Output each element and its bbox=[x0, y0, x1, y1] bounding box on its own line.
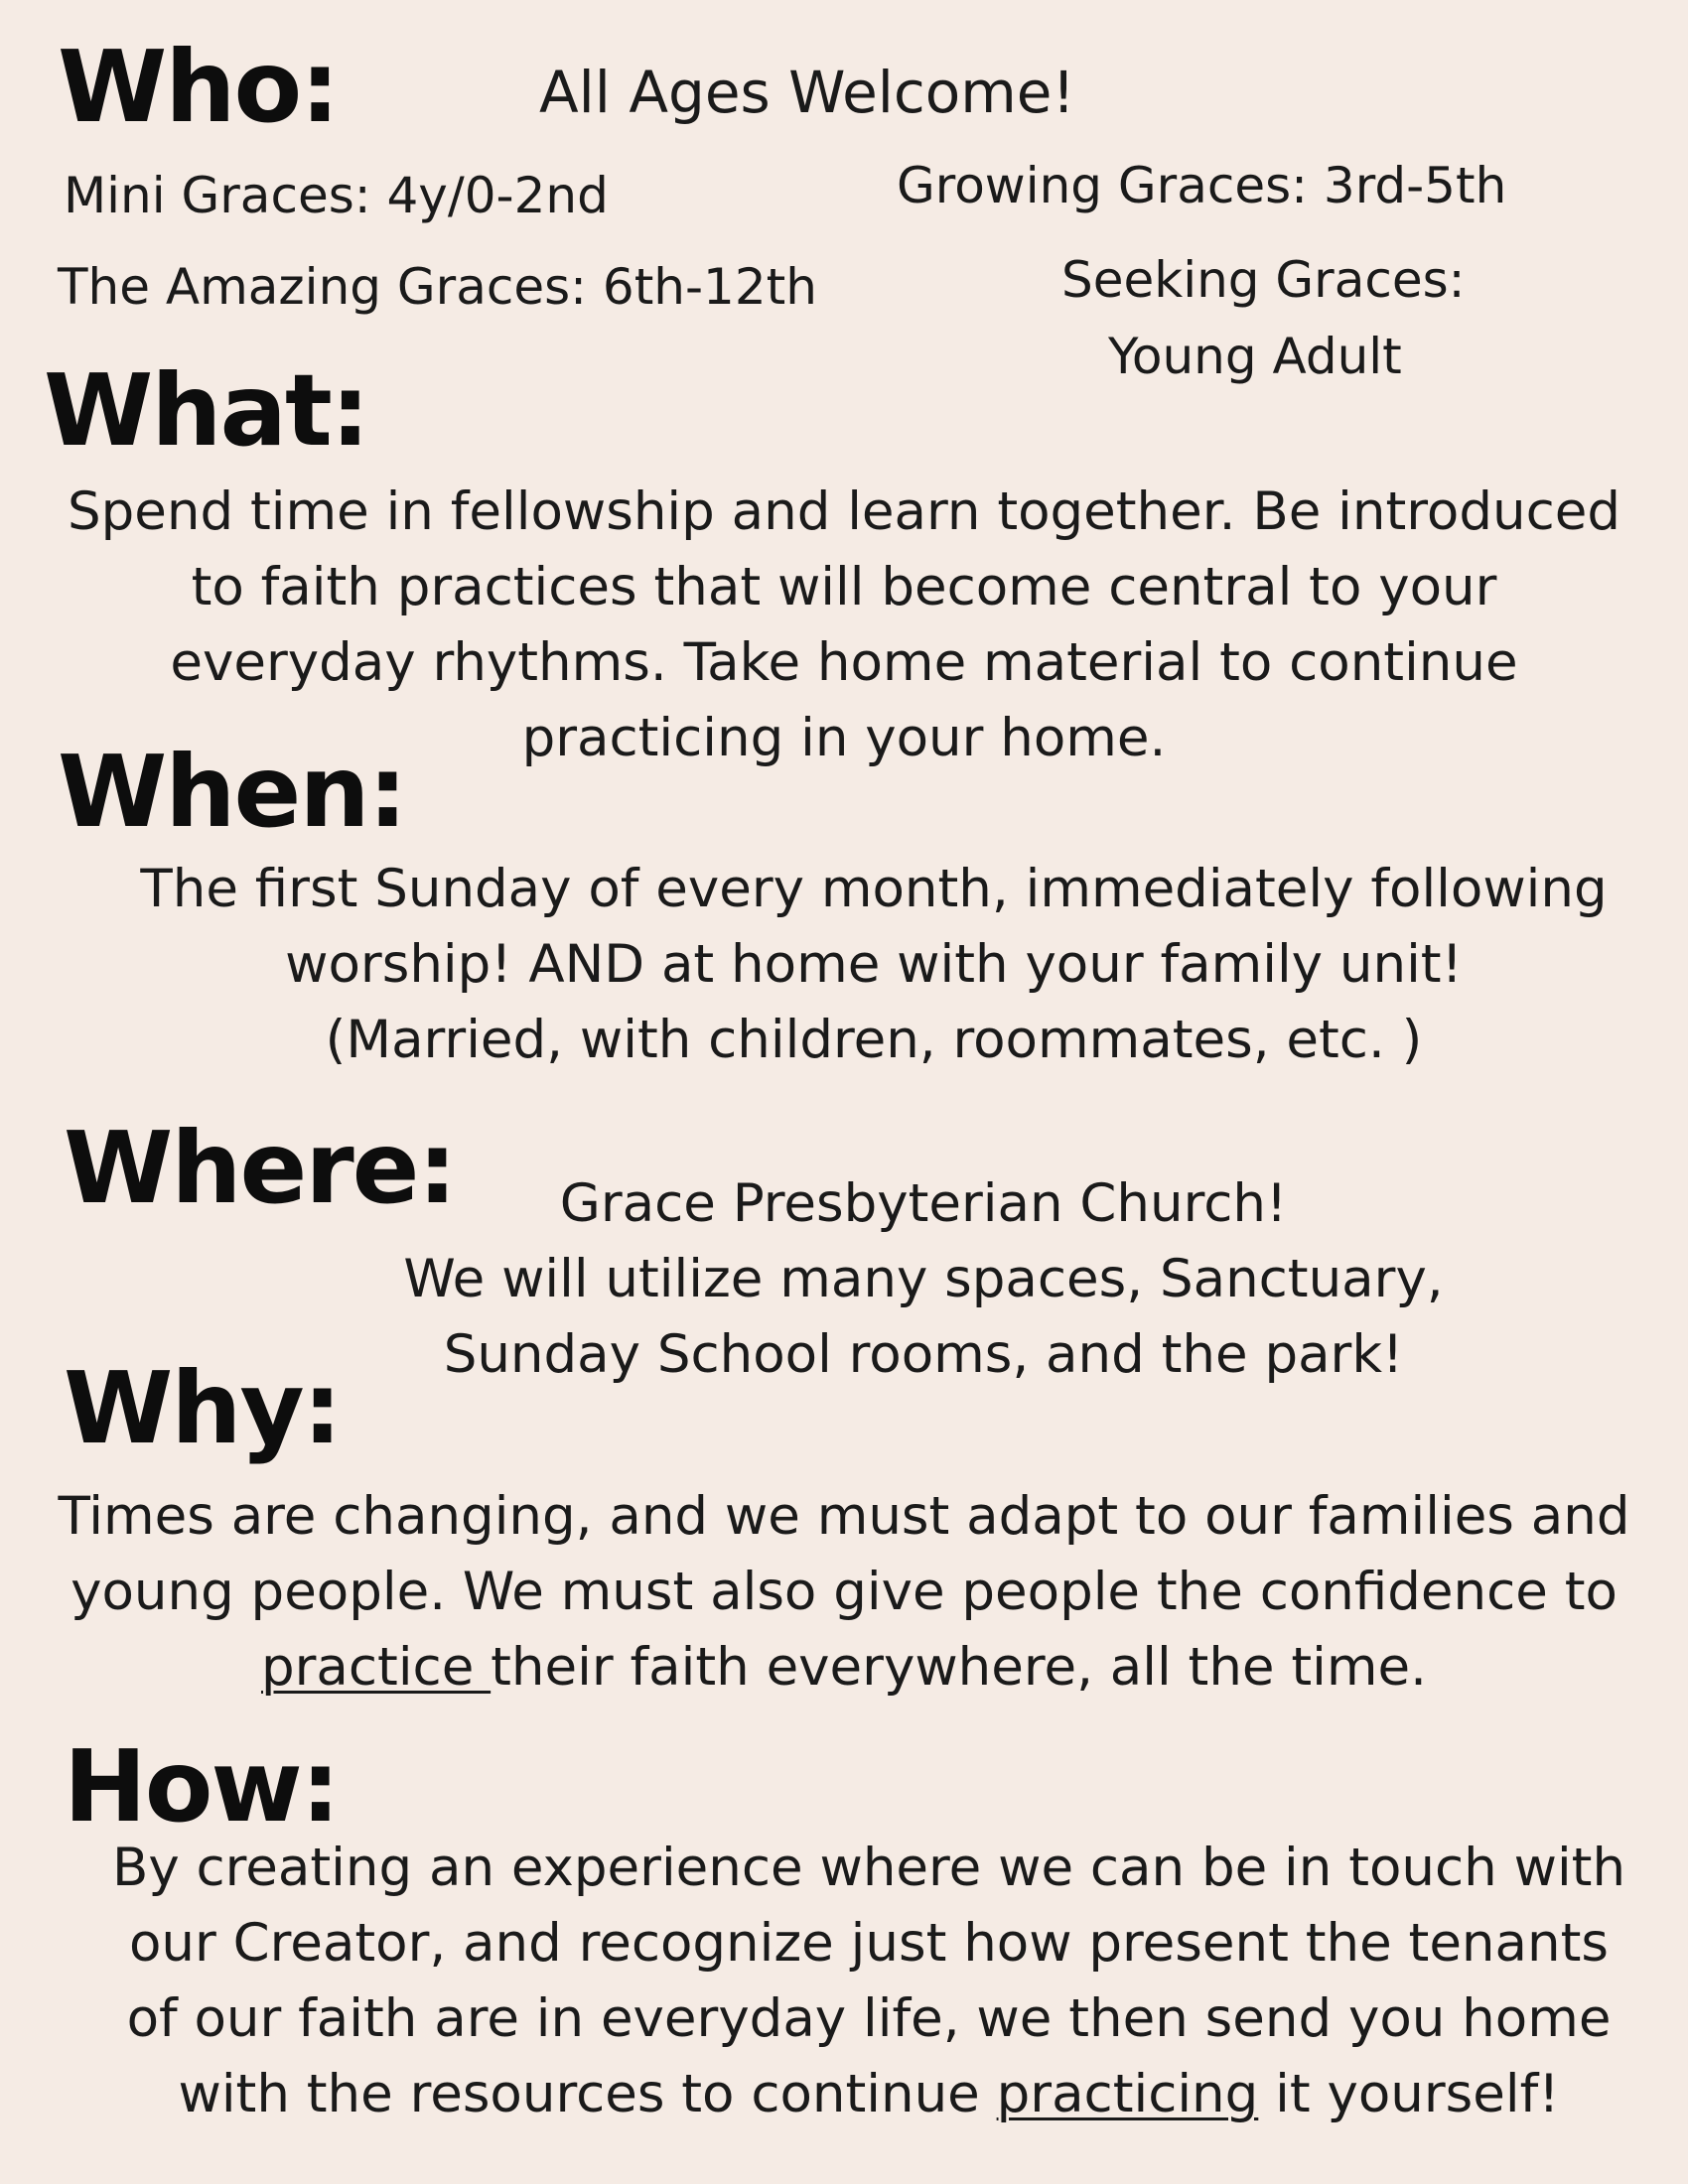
group-seeking-graces-age: Young Adult bbox=[1108, 328, 1402, 385]
what-line: to faith practices that will become central to your bbox=[191, 557, 1497, 617]
how-underlined-word: practicing bbox=[996, 2064, 1259, 2124]
how-line-end: it yourself! bbox=[1258, 2064, 1560, 2124]
when-line: (Married, with children, roommates, etc. ) bbox=[325, 1010, 1423, 1070]
group-mini-graces: Mini Graces: 4y/0-2nd bbox=[64, 167, 609, 224]
how-line: By creating an experience where we can be in touch with bbox=[111, 1838, 1626, 1898]
what-line: practicing in your home. bbox=[521, 708, 1167, 768]
what-line: Spend time in fellowship and learn together. Be introduced bbox=[68, 481, 1620, 542]
what-line: everyday rhythms. Take home material to continue bbox=[170, 632, 1518, 693]
why-heading: Why: bbox=[64, 1350, 341, 1466]
why-line bbox=[40, 1630, 1648, 1706]
when-line: The first Sunday of every month, immediately following bbox=[140, 859, 1608, 919]
who-heading: Who: bbox=[58, 29, 339, 145]
group-seeking-graces: Seeking Graces: bbox=[1061, 251, 1466, 309]
group-growing-graces: Growing Graces: 3rd-5th bbox=[897, 157, 1507, 214]
why-line: Times are changing, and we must adapt to our families and bbox=[58, 1486, 1630, 1547]
where-description bbox=[377, 1166, 1470, 1393]
why-line: young people. We must also give people the confidence to bbox=[70, 1562, 1618, 1622]
how-line-start: with the resources to continue bbox=[178, 2064, 997, 2124]
when-description bbox=[129, 852, 1618, 1078]
who-tagline: All Ages Welcome! bbox=[539, 59, 1075, 126]
why-description bbox=[40, 1479, 1648, 1706]
when-heading: When: bbox=[58, 734, 406, 850]
why-underlined-word: practice bbox=[261, 1637, 492, 1698]
how-line bbox=[109, 2057, 1628, 2132]
why-line-rest: their faith everywhere, all the time. bbox=[491, 1637, 1427, 1698]
where-line: Sunday School rooms, and the park! bbox=[443, 1324, 1404, 1385]
what-description bbox=[40, 475, 1648, 776]
what-heading: What: bbox=[44, 352, 368, 469]
how-description bbox=[109, 1831, 1628, 2132]
how-line: our Creator, and recognize just how present the tenants bbox=[128, 1913, 1609, 1974]
when-line: worship! AND at home with your family unit! bbox=[285, 934, 1463, 995]
how-heading: How: bbox=[64, 1728, 339, 1844]
where-line: Grace Presbyterian Church! bbox=[559, 1173, 1288, 1234]
group-amazing-graces: The Amazing Graces: 6th-12th bbox=[58, 258, 817, 316]
where-heading: Where: bbox=[64, 1110, 456, 1226]
how-line: of our faith are in everyday life, we then send you home bbox=[126, 1988, 1612, 2049]
where-line: We will utilize many spaces, Sanctuary, bbox=[403, 1249, 1444, 1309]
